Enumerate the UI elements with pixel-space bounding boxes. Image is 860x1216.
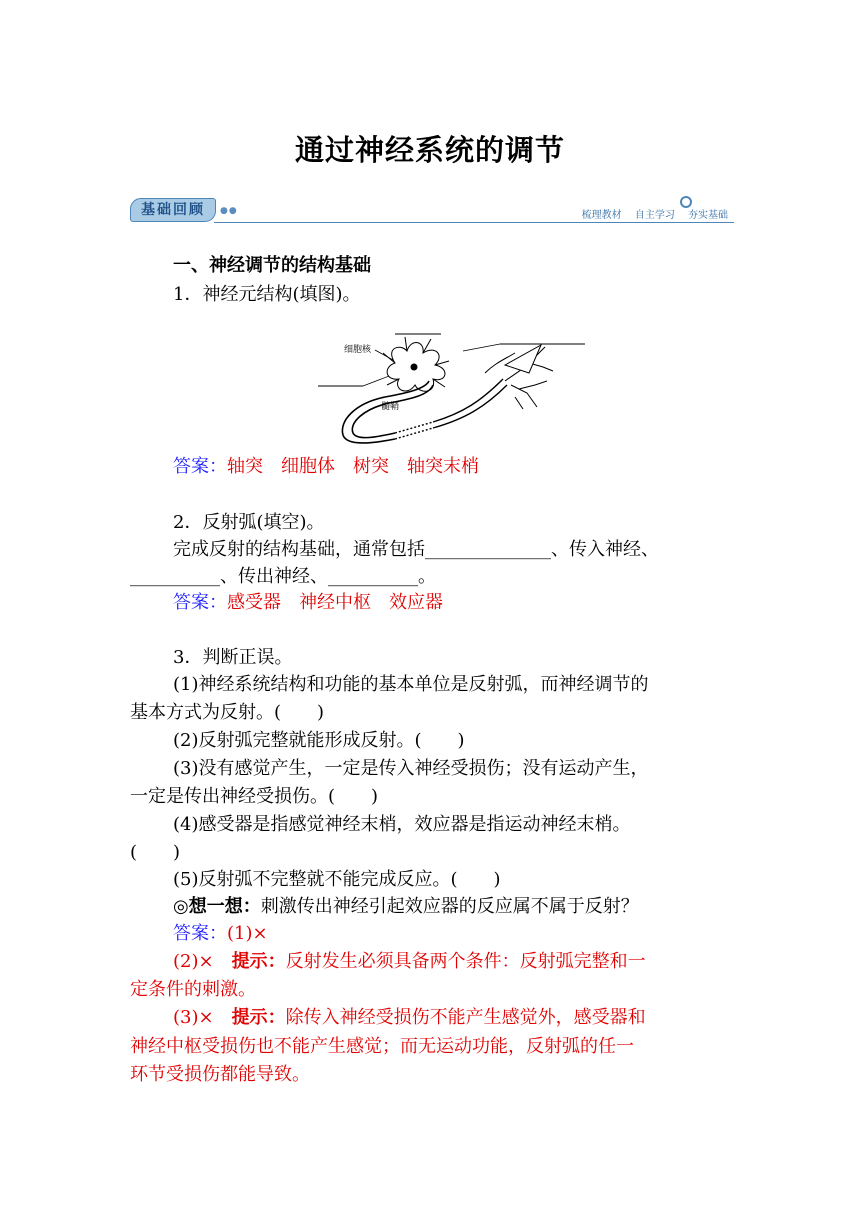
hint-label: 提示：: [231, 1007, 286, 1028]
hint-text: 除传入神经受损伤不能产生感觉外，感受器和: [285, 1007, 646, 1028]
answer-3-line-3: 定条件的刺激。: [130, 979, 256, 1000]
banner-dots: ●●: [220, 206, 238, 216]
judge-3-line-1: (3)没有感觉产生，一定是传入神经受损伤；没有运动产生，: [173, 758, 649, 779]
neuron-diagram: [315, 323, 595, 453]
label-nucleus: 细胞核: [344, 345, 372, 355]
page-title: 通过神经系统的调节: [294, 133, 565, 167]
question-2-line-1: 完成反射的结构基础，通常包括______________、传入神经、: [173, 539, 659, 560]
think-label: ◎想一想：: [173, 896, 261, 917]
section-banner: [130, 196, 734, 226]
answer-3-line-5: 神经中枢受损伤也不能产生感觉；而无运动功能，反射弧的任一: [130, 1036, 634, 1057]
answer-3-line-4: [173, 1006, 736, 1030]
answer-label: 答案：: [173, 456, 227, 477]
answer-mark: (2)×: [173, 951, 232, 972]
answer-label: 答案：: [173, 923, 227, 944]
answer-text: (1)×: [227, 923, 268, 944]
answer-3-line-1: [173, 922, 736, 946]
answer-2: [173, 591, 736, 615]
answer-label: 答案：: [173, 592, 227, 613]
judge-1-line-1: (1)神经系统结构和功能的基本单位是反射弧，而神经调节的: [173, 674, 649, 695]
answer-mark: (3)×: [173, 1007, 232, 1028]
hint-label: 提示：: [231, 951, 286, 972]
section-heading: 一、神经调节的结构基础: [173, 255, 371, 276]
question-3: 3．判断正误。: [173, 647, 293, 668]
judge-4-line-1: (4)感受器是指感觉神经末梢，效应器是指运动神经末梢。: [173, 814, 631, 835]
think-text: 刺激传出神经引起效应器的反应属不属于反射？: [260, 896, 639, 917]
judge-1-line-2: 基本方式为反射。( ): [130, 702, 325, 723]
answer-text: 感受器 神经中枢 效应器: [227, 592, 443, 613]
question-1: 1．神经元结构(填图)。: [173, 284, 361, 305]
question-2-line-2: __________、传出神经、__________。: [130, 566, 436, 587]
think-prompt: [173, 895, 736, 919]
answer-3-line-6: 环节受损伤都能导致。: [130, 1064, 310, 1085]
banner-tags: 梳理教材 自主学习 夯实基础: [581, 210, 728, 221]
question-2: 2．反射弧(填空)。: [173, 512, 325, 533]
hint-text: 反射发生必须具备两个条件：反射弧完整和一: [285, 951, 646, 972]
judge-4-line-2: ( ): [130, 842, 181, 863]
answer-text: 轴突 细胞体 树突 轴突末梢: [227, 456, 479, 477]
banner-divider: [214, 222, 734, 223]
judge-3-line-2: 一定是传出神经受损伤。( ): [130, 786, 379, 807]
answer-3-line-2: [173, 950, 736, 974]
banner-badge: 基础回顾: [130, 198, 216, 222]
judge-5: (5)反射弧不完整就不能完成反应。( ): [173, 869, 501, 890]
label-myelin-sheath: 髓鞘: [381, 402, 400, 412]
answer-1: [173, 455, 736, 479]
judge-2: (2)反射弧完整就能形成反射。( ): [173, 730, 465, 751]
